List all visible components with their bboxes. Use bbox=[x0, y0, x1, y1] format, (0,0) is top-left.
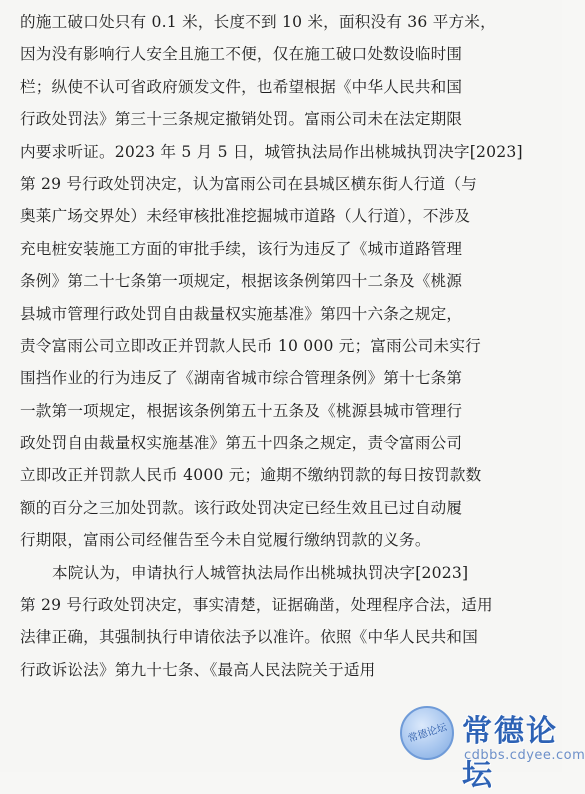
text-line: 政处罚自由裁量权实施基准》第五十四条之规定，责令富雨公司 bbox=[20, 434, 463, 453]
text-line: 法律正确，其强制执行申请依法予以准许。依照《中华人民共和国 bbox=[20, 628, 479, 647]
text-line: 责令富雨公司立即改正并罚款人民币 10 000 元；富雨公司未实行 bbox=[20, 336, 481, 355]
text-line: 围挡作业的行为违反了《湖南省城市综合管理条例》第十七条第 bbox=[20, 369, 463, 388]
watermark-title: 常德论坛 bbox=[462, 714, 558, 793]
text-line: 因为没有影响行人安全且施工不便，仅在施工破口处数设临时围 bbox=[20, 45, 463, 64]
text-line: 行政诉讼法》第九十七条、《最高人民法院关于适用 bbox=[20, 660, 376, 679]
document-body bbox=[20, 6, 540, 686]
text-line: 县城市管理行政处罚自由裁量权实施基准》第四十六条之规定， bbox=[20, 304, 463, 323]
text-line: 第 29 号行政处罚决定，认为富雨公司在县城区横东街人行道（与 bbox=[20, 174, 477, 193]
text-line: 内要求听证。2023 年 5 月 5 日，城管执法局作出桃城执罚决字[2023] bbox=[20, 142, 523, 161]
text-line: 栏；纵使不认可省政府颁发文件，也希望根据《中华人民共和国 bbox=[20, 77, 463, 96]
paragraph-start-line: 本院认为，申请执行人城管执法局作出桃城执罚决字[2023] bbox=[52, 563, 469, 582]
text-line: 充电桩安装施工方面的审批手续，该行为违反了《城市道路管理 bbox=[20, 239, 463, 258]
text-line: 行政处罚法》第三十三条规定撤销处罚。富雨公司未在法定期限 bbox=[20, 110, 463, 129]
text-line: 行期限，富雨公司经催告至今未自觉履行缴纳罚款的义务。 bbox=[20, 531, 431, 550]
watermark-badge-text: 常德论坛 bbox=[406, 721, 449, 745]
text-line: 立即改正并罚款人民币 4000 元；逾期不缴纳罚款的每日按罚款数 bbox=[20, 466, 482, 485]
forum-logo-icon bbox=[400, 706, 454, 760]
forum-watermark bbox=[392, 700, 585, 793]
text-line: 条例》第二十七条第一项规定，根据该条例第四十二条及《桃源 bbox=[20, 272, 463, 291]
text-line: 奥莱广场交界处）未经审核批准挖掘城市道路（人行道），不涉及 bbox=[20, 207, 471, 226]
text-line: 一款第一项规定，根据该条例第五十五条及《桃源县城市管理行 bbox=[20, 401, 463, 420]
text-line: 的施工破口处只有 0.1 米，长度不到 10 米，面积没有 36 平方米， bbox=[20, 13, 496, 31]
text-line: 额的百分之三加处罚款。该行政处罚决定已经生效且已过自动履 bbox=[20, 498, 463, 517]
text-line: 第 29 号行政处罚决定，事实清楚，证据确凿，处理程序合法，适用 bbox=[20, 596, 493, 615]
watermark-url: cdbbs.cdyee.com bbox=[464, 748, 585, 763]
